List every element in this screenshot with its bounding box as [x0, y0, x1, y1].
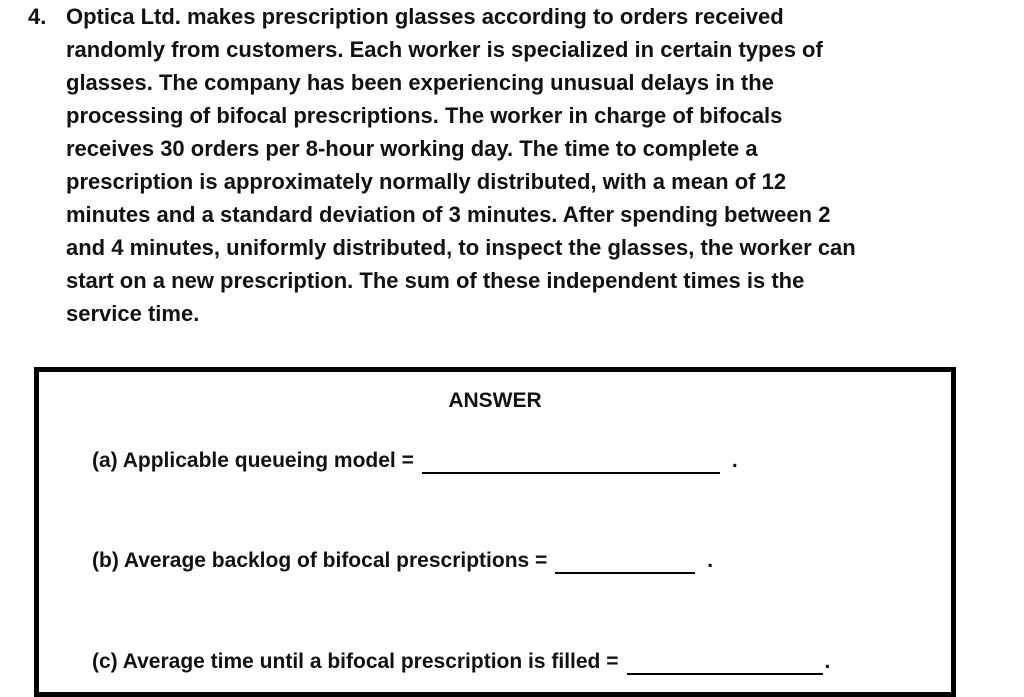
- problem-line: randomly from customers. Each worker is specialized in certain types of: [66, 37, 823, 62]
- answer-a-period: .: [731, 449, 738, 472]
- answer-a-label: (a) Applicable queueing model =: [92, 449, 414, 472]
- answer-row-b: [92, 548, 713, 574]
- answer-c-period: .: [824, 650, 831, 673]
- problem-line: service time.: [66, 301, 200, 326]
- problem-line: receives 30 orders per 8-hour working day. The time to complete a: [66, 136, 758, 161]
- problem-line: glasses. The company has been experiencing unusual delays in the: [66, 70, 774, 95]
- problem-line: minutes and a standard deviation of 3 minutes. After spending between 2: [66, 202, 831, 227]
- answer-row-a: [92, 448, 738, 474]
- problem-number: 4.: [28, 4, 47, 29]
- answer-b-period: .: [707, 549, 714, 572]
- problem-line: processing of bifocal prescriptions. The worker in charge of bifocals: [66, 103, 783, 128]
- answer-c-label: (c) Average time until a bifocal prescription is filled =: [92, 650, 619, 673]
- problem-line: prescription is approximately normally distributed, with a mean of 12: [66, 169, 787, 194]
- problem-line: Optica Ltd. makes prescription glasses according to orders received: [66, 4, 784, 29]
- answer-b-label: (b) Average backlog of bifocal prescriptions =: [92, 549, 548, 572]
- problem-text: [66, 0, 856, 330]
- answer-row-c: [92, 649, 830, 675]
- problem-line: and 4 minutes, uniformly distributed, to inspect the glasses, the worker can: [66, 235, 856, 260]
- answer-c-blank[interactable]: [627, 651, 823, 675]
- answer-title: ANSWER: [448, 389, 542, 412]
- answer-a-blank[interactable]: [422, 450, 720, 474]
- answer-box: [34, 367, 956, 697]
- answer-b-blank[interactable]: [555, 550, 695, 574]
- problem-line: start on a new prescription. The sum of these independent times is the: [66, 268, 805, 293]
